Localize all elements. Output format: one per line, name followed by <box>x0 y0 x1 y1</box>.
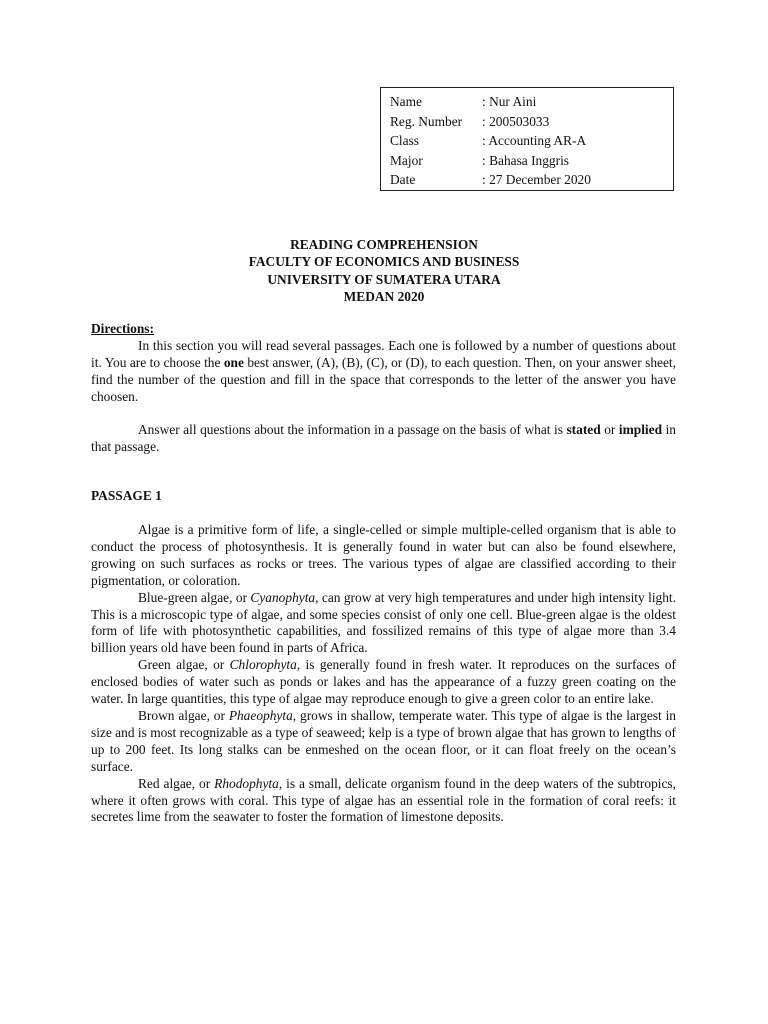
info-label: Major <box>390 152 423 168</box>
student-info-row <box>390 151 673 171</box>
directions-paragraph: Answer all questions about the information in a passage on the basis of what is stated or implied in that passage. <box>91 422 676 455</box>
passage-paragraph: Red algae, or Rhodophyta, is a small, delicate organism found in the deep waters of the subtropics, where it often grows with coral. This type of algae has an essential role in the formation of coral reefs: it secretes lime from the seawater to foster the formation of limestone deposits. <box>91 775 676 825</box>
passage-body <box>91 522 676 826</box>
info-value: : Nur Aini <box>482 94 537 109</box>
student-info-box <box>380 87 674 191</box>
info-label: Date <box>390 172 416 187</box>
info-label: Name <box>390 94 422 109</box>
heading-line: FACULTY OF ECONOMICS AND BUSINESS <box>248 254 520 270</box>
heading-line: UNIVERSITY OF SUMATERA UTARA <box>267 271 501 287</box>
directions-section <box>91 321 676 456</box>
passage-paragraph: Green algae, or Chlorophyta, is generally found in fresh water. It reproduces on the surfaces of enclosed bodies of water such as ponds or lakes and has the appearance of a fuzzy green coating on the water. In large quantities, this type of algae may reproduce enough to give a green color to an entire lake. <box>91 657 676 707</box>
student-info-row <box>390 112 673 132</box>
student-info-row <box>390 131 673 151</box>
passage-title: PASSAGE 1 <box>91 488 162 503</box>
info-label: Class <box>390 133 420 148</box>
info-value: : Accounting AR-A <box>482 133 587 148</box>
student-info-row <box>390 170 673 190</box>
info-label: Reg. Number <box>390 113 463 129</box>
info-value: : Bahasa Inggris <box>482 152 570 168</box>
heading-line: MEDAN 2020 <box>343 288 425 304</box>
document-heading <box>0 236 768 305</box>
directions-title: Directions: <box>91 321 154 336</box>
passage-paragraph: Algae is a primitive form of life, a single-celled or simple multiple-celled organism that is able to conduct the process of photosynthesis. It is generally found in water but can also be found elsewhere, growing on such surfaces as rocks or trees. The various types of algae are classified according to their pigmentation, or coloration. <box>91 522 676 588</box>
directions-paragraph: In this section you will read several passages. Each one is followed by a number of questions about it. You are to choose the one best answer, (A), (B), (C), or (D), to each question. Then, on your answer sheet, find the number of the question and fill in the space that corresponds to the letter of the answer you have choosen. <box>91 337 676 404</box>
info-value: : 27 December 2020 <box>482 172 591 187</box>
student-info-row <box>390 92 673 112</box>
passage-paragraph: Blue-green algae, or Cyanophyta, can grow at very high temperatures and under high intensity light. This is a microscopic type of algae, and some species consist of only one cell. Blue-green algae is the oldest form of life with photosynthetic capabilities, and fossilized remains of this type of algae more than 3.4 billion years old have been found in parts of Africa. <box>91 589 676 656</box>
info-value: : 200503033 <box>482 113 550 129</box>
heading-line: READING COMPREHENSION <box>290 237 478 252</box>
passage-paragraph: Brown algae, or Phaeophyta, grows in shallow, temperate water. This type of algae is the largest in size and is most recognizable as a type of seaweed; kelp is a type of brown algae that has grown to lengths of up to 200 feet. Its long stalks can be enmeshed on the ocean floor, or it can float freely on the ocean’s surface. <box>91 707 676 774</box>
